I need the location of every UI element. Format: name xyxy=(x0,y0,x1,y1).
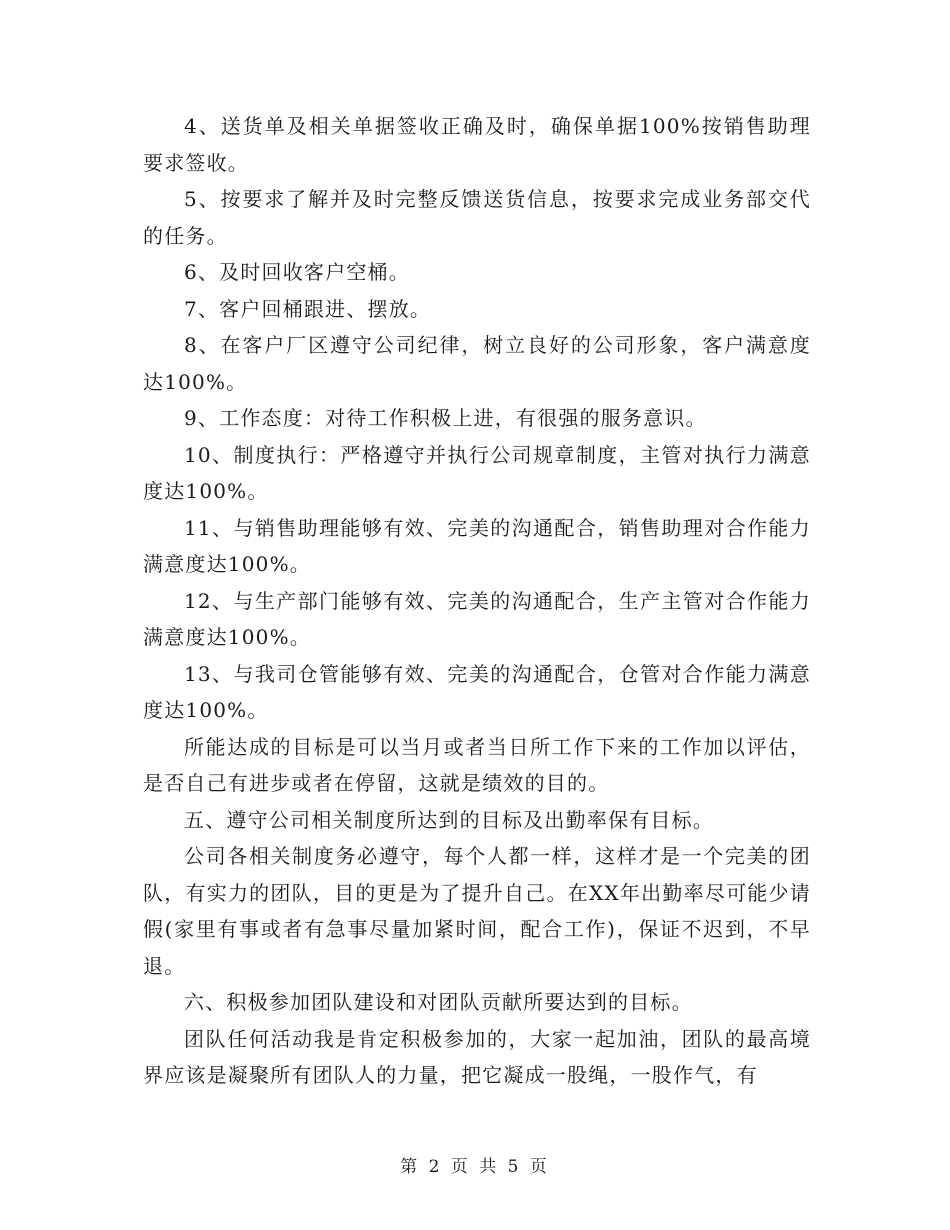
paragraph-item-7: 7、客户回桶跟进、摆放。 xyxy=(184,296,432,321)
paragraph-goal-evaluation: 所能达成的目标是可以当月或者当日所工作下来的工作加以评估，是否自己有进步或者在停留，这就是绩效的目的。 xyxy=(143,734,811,795)
paragraph-item-8: 8、在客户厂区遵守公司纪律，树立良好的公司形象，客户满意度达100%。 xyxy=(143,333,811,394)
paragraph-team: 团队任何活动我是肯定积极参加的，大家一起加油，团队的最高境界应该是凝聚所有团队人的力量，把它凝成一股绳，一股作气，有 xyxy=(143,1026,811,1087)
page-number-footer: 第 2 页 共 5 页 xyxy=(400,1157,550,1177)
paragraph-item-9: 9、工作态度：对待工作积极上进，有很强的服务意识。 xyxy=(184,406,707,430)
paragraph-item-5: 5、按要求了解并及时完整反馈送货信息，按要求完成业务部交代的任务。 xyxy=(143,187,811,248)
section-heading-six: 六、积极参加团队建设和对团队贡献所要达到的目标。 xyxy=(184,990,693,1014)
section-heading-five: 五、遵守公司相关制度所达到的目标及出勤率保有目标。 xyxy=(184,807,714,832)
paragraph-item-12: 12、与生产部门能够有效、完美的沟通配合，生产主管对合作能力满意度达100%。 xyxy=(143,588,811,649)
paragraph-item-11: 11、与销售助理能够有效、完美的沟通配合，销售助理对合作能力满意度达100%。 xyxy=(143,515,811,576)
paragraph-item-6: 6、及时回收客户空桶。 xyxy=(184,260,410,284)
paragraph-attendance: 公司各相关制度务必遵守，每个人都一样，这样才是一个完美的团队，有实力的团队，目的更是为了提升自己。在XX年出勤率尽可能少请假(家里有事或者有急事尽量加紧时间，配合工作)，保证不迟到，不早退。 xyxy=(143,844,811,978)
document-body xyxy=(143,108,811,1094)
paragraph-item-4: 4、送货单及相关单据签收正确及时，确保单据100%按销售助理要求签收。 xyxy=(143,114,811,175)
paragraph-item-10: 10、制度执行：严格遵守并执行公司规章制度，主管对执行力满意度达100%。 xyxy=(143,442,811,503)
paragraph-item-13: 13、与我司仓管能够有效、完美的沟通配合，仓管对合作能力满意度达100%。 xyxy=(143,661,811,722)
